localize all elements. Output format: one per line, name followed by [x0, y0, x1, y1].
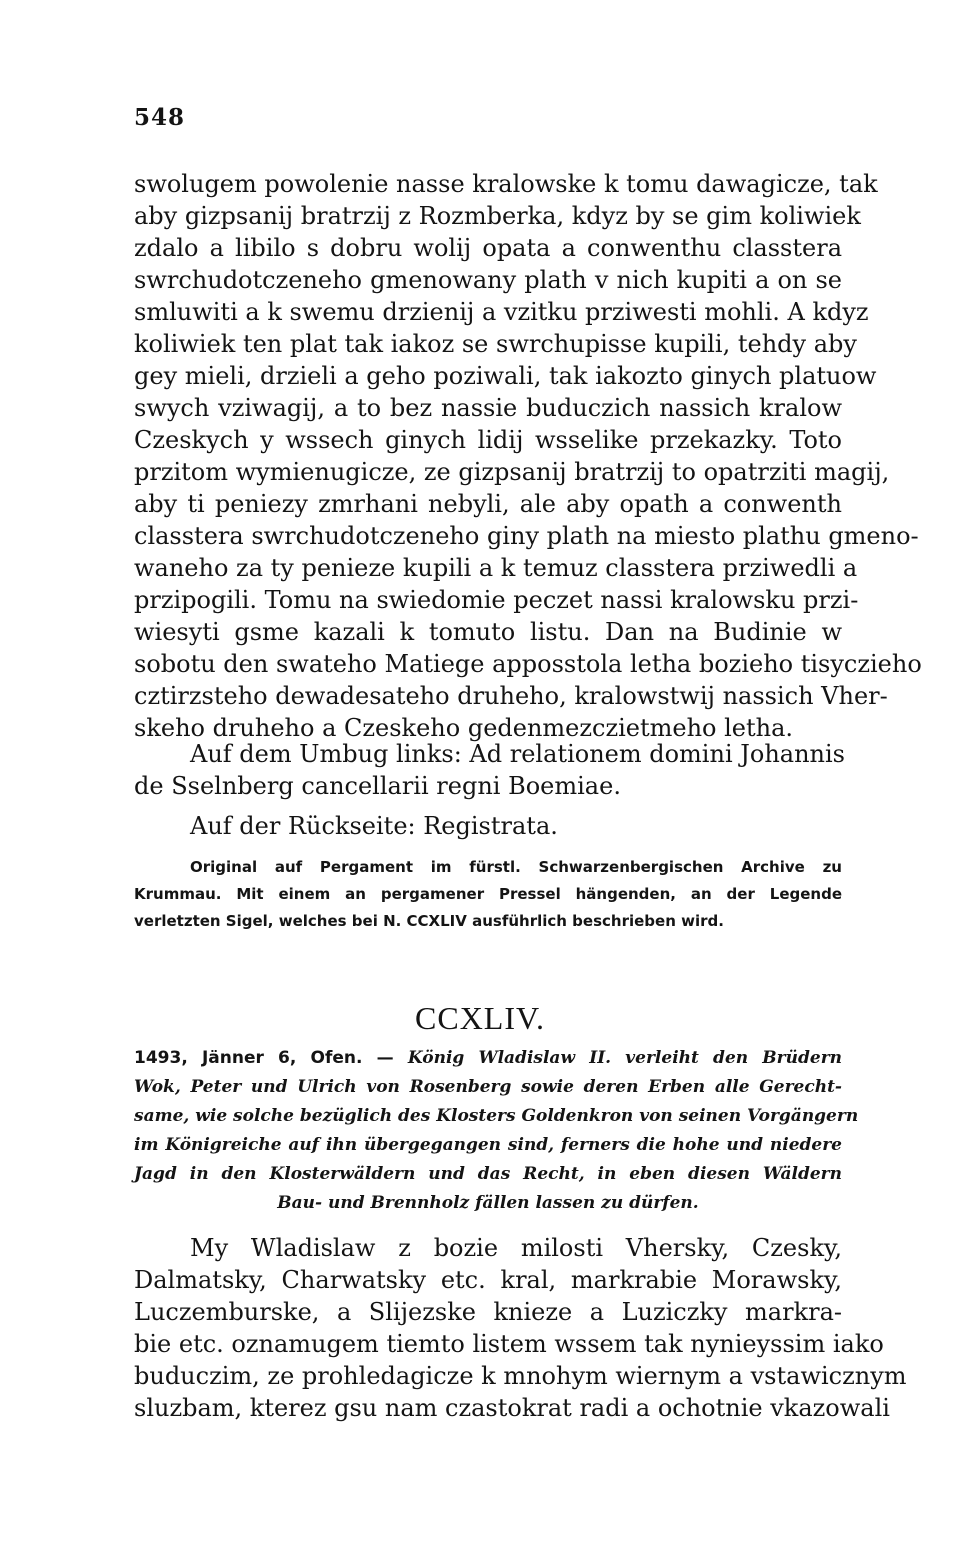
document-number: CCXLIV.	[415, 1000, 545, 1036]
regest	[134, 1044, 859, 1218]
regest-line: Bau- und Brennholz fällen lassen zu dürfen.	[277, 1193, 699, 1213]
text-line: Czeskych y wssech ginych lidij wsselike przekazky. Toto	[134, 426, 842, 454]
text-line: Luczemburske, a Slijezske knieze a Luziczky markra-	[134, 1298, 842, 1326]
regest-line: im Königreiche auf ihn übergegangen sind, ferners die hohe und niedere	[134, 1135, 842, 1155]
text-line: aby gizpsanij bratrzij z Rozmberka, kdyz by se gim koliwiek	[134, 202, 861, 230]
text-line: Original auf Pergament im fürstl. Schwarzenbergischen Archive zu	[190, 858, 842, 876]
text-line: przipogili. Tomu na swiedomie peczet nassi kralowsku przi-	[134, 586, 859, 614]
note-rueckseite	[134, 810, 842, 842]
text-line: sobotu den swateho Matiege apposstola letha bozieho tisyczieho	[134, 650, 922, 678]
text-line: swolugem powolenie nasse kralowske k tomu dawagicze, tak	[134, 170, 878, 198]
text-line: smluwiti a k swemu drzienij a vzitku prziwesti mohli. A kdyz	[134, 298, 869, 326]
text-line: cztirzsteho dewadesateho druheho, kralowstwij nassich Vher-	[134, 682, 888, 710]
page-number: 548	[134, 104, 186, 131]
regest-line: Wok, Peter und Ulrich von Rosenberg sowie deren Erben alle Gerecht-	[134, 1077, 842, 1097]
text-line: swrchudotczeneho gmenowany plath v nich kupiti a on se	[134, 266, 842, 294]
text-line: przitom wymienugicze, ze gizpsanij bratrzij to opatrziti magij,	[134, 458, 890, 486]
text-line: gey mieli, drzieli a geho poziwali, tak iakozto ginych platuow	[134, 362, 877, 390]
text-line: Auf dem Umbug links: Ad relationem domini Johannis	[190, 740, 845, 768]
text-line: Dalmatsky, Charwatsky etc. kral, markrabie Morawsky,	[134, 1266, 842, 1294]
text-line: classtera swrchudotczeneho giny plath na miesto plathu gmeno-	[134, 522, 919, 550]
text-line: My Wladislaw z bozie milosti Vhersky, Czesky,	[190, 1234, 842, 1262]
text-line: koliwiek ten plat tak iakoz se swrchupisse kupili, tehdy aby	[134, 330, 857, 358]
text-line: wiesyti gsme kazali k tomuto listu. Dan na Budinie w	[134, 618, 842, 646]
text-line: skeho druheho a Czeskeho gedenmezczietmeho letha.	[134, 714, 794, 742]
charter-opening-paragraph	[134, 1232, 907, 1424]
text-line: bie etc. oznamugem tiemto listem wssem tak nynieyssim iako	[134, 1330, 884, 1358]
text-line: aby ti peniezy zmrhani nebyli, ale aby opath a conwenth	[134, 490, 842, 518]
regest-line: Jagd in den Klosterwäldern und das Recht, in eben diesen Wäldern	[134, 1164, 842, 1184]
regest-line	[134, 1044, 842, 1073]
text-line: swych vziwagij, a to bez nassie buduczich nassich kralow	[134, 394, 842, 422]
text-line: waneho za ty penieze kupili a k temuz classtera prziwedli a	[134, 554, 858, 582]
regest-line: same, wie solche bezüglich des Klosters Goldenkron von seinen Vorgängern	[134, 1106, 859, 1126]
regest-date-place: 1493, Jänner 6, Ofen.	[134, 1048, 363, 1068]
charter-paragraph	[134, 168, 922, 744]
text-line: zdalo a libilo s dobru wolij opata a conwenthu classtera	[134, 234, 842, 262]
text-line: Auf der Rückseite: Registrata.	[190, 812, 558, 840]
text-line: sluzbam, kterez gsu nam czastokrat radi a ochotnie vkazowali	[134, 1394, 890, 1422]
regest-text: König Wladislaw II. verleiht den Brüdern	[407, 1048, 843, 1068]
text-line: Krummau. Mit einem an pergamener Pressel hängenden, an der Legende	[134, 885, 842, 903]
text-line: buduczim, ze prohledagicze k mnohym wiernym a vstawicznym	[134, 1362, 907, 1390]
regest-dash: —	[362, 1048, 408, 1068]
note-umbug	[134, 738, 845, 802]
text-line: verletzten Sigel, welches bei N. CCXLIV ausführlich beschrieben wird.	[134, 912, 724, 930]
text-line: de Sselnberg cancellarii regni Boemiae.	[134, 772, 621, 800]
archive-note	[134, 854, 842, 935]
